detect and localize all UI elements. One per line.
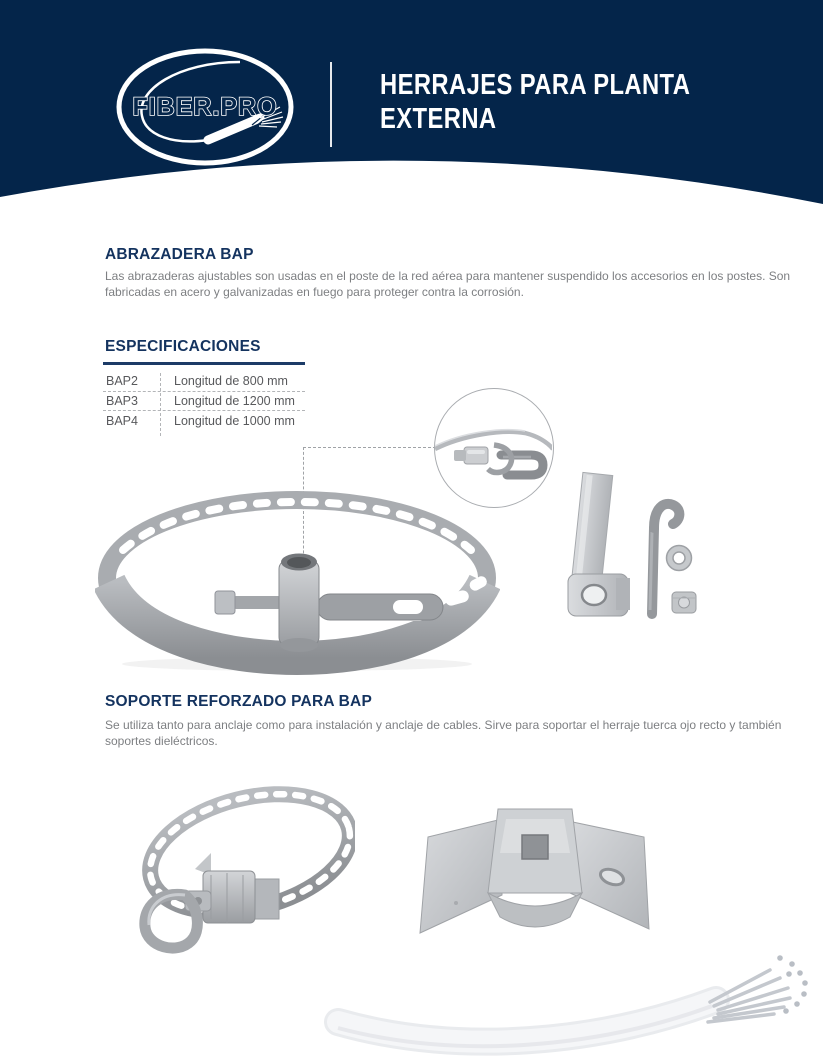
clamp-with-eye-image xyxy=(115,783,355,963)
band-clamp-image xyxy=(95,478,500,678)
callout-line-horizontal xyxy=(303,447,436,448)
section-heading-especificaciones: ESPECIFICACIONES xyxy=(105,338,261,355)
logo-text: FIBER.PRO xyxy=(132,93,278,121)
footer-cable-illustration xyxy=(298,944,823,1064)
spec-row xyxy=(103,411,305,431)
hardware-kit-image xyxy=(552,462,722,627)
section-body-soporte: Se utiliza tanto para anclaje como para instalación y anclaje de cables. Sirve para soportar el herraje tuerca ojo recto y también soportes dieléctricos. xyxy=(105,718,782,748)
spec-table xyxy=(103,372,305,431)
spec-row xyxy=(103,392,305,412)
page-title-line2: EXTERNA xyxy=(380,103,497,135)
spec-table-vertical-divider xyxy=(160,373,161,436)
fiber-cable-logo-icon xyxy=(112,46,298,170)
reinforced-bracket-image xyxy=(418,795,653,945)
spec-row xyxy=(103,372,305,392)
section-heading-soporte: SOPORTE REFORZADO PARA BAP xyxy=(105,693,372,710)
spec-desc: Longitud de 1200 mm xyxy=(174,393,295,408)
spec-code: BAP4 xyxy=(106,413,138,428)
section-heading-abrazadera: ABRAZADERA BAP xyxy=(105,246,254,263)
spec-code: BAP3 xyxy=(106,393,138,408)
fiber-pro-logo xyxy=(112,46,298,170)
spec-heading-rule xyxy=(103,362,305,365)
section-body-abrazadera: Las abrazaderas ajustables son usadas en el poste de la red aérea para mantener suspendido los accesorios en los postes. Son fabricadas en acero y galvanizadas en fuego para proteger contra la corrosión. xyxy=(105,269,791,299)
header-divider xyxy=(330,62,332,147)
spec-code: BAP2 xyxy=(106,374,138,389)
page-title xyxy=(380,68,690,136)
spec-desc: Longitud de 800 mm xyxy=(174,374,288,389)
spec-desc: Longitud de 1000 mm xyxy=(174,413,295,428)
page-title-line1: HERRAJES PARA PLANTA xyxy=(380,69,691,101)
